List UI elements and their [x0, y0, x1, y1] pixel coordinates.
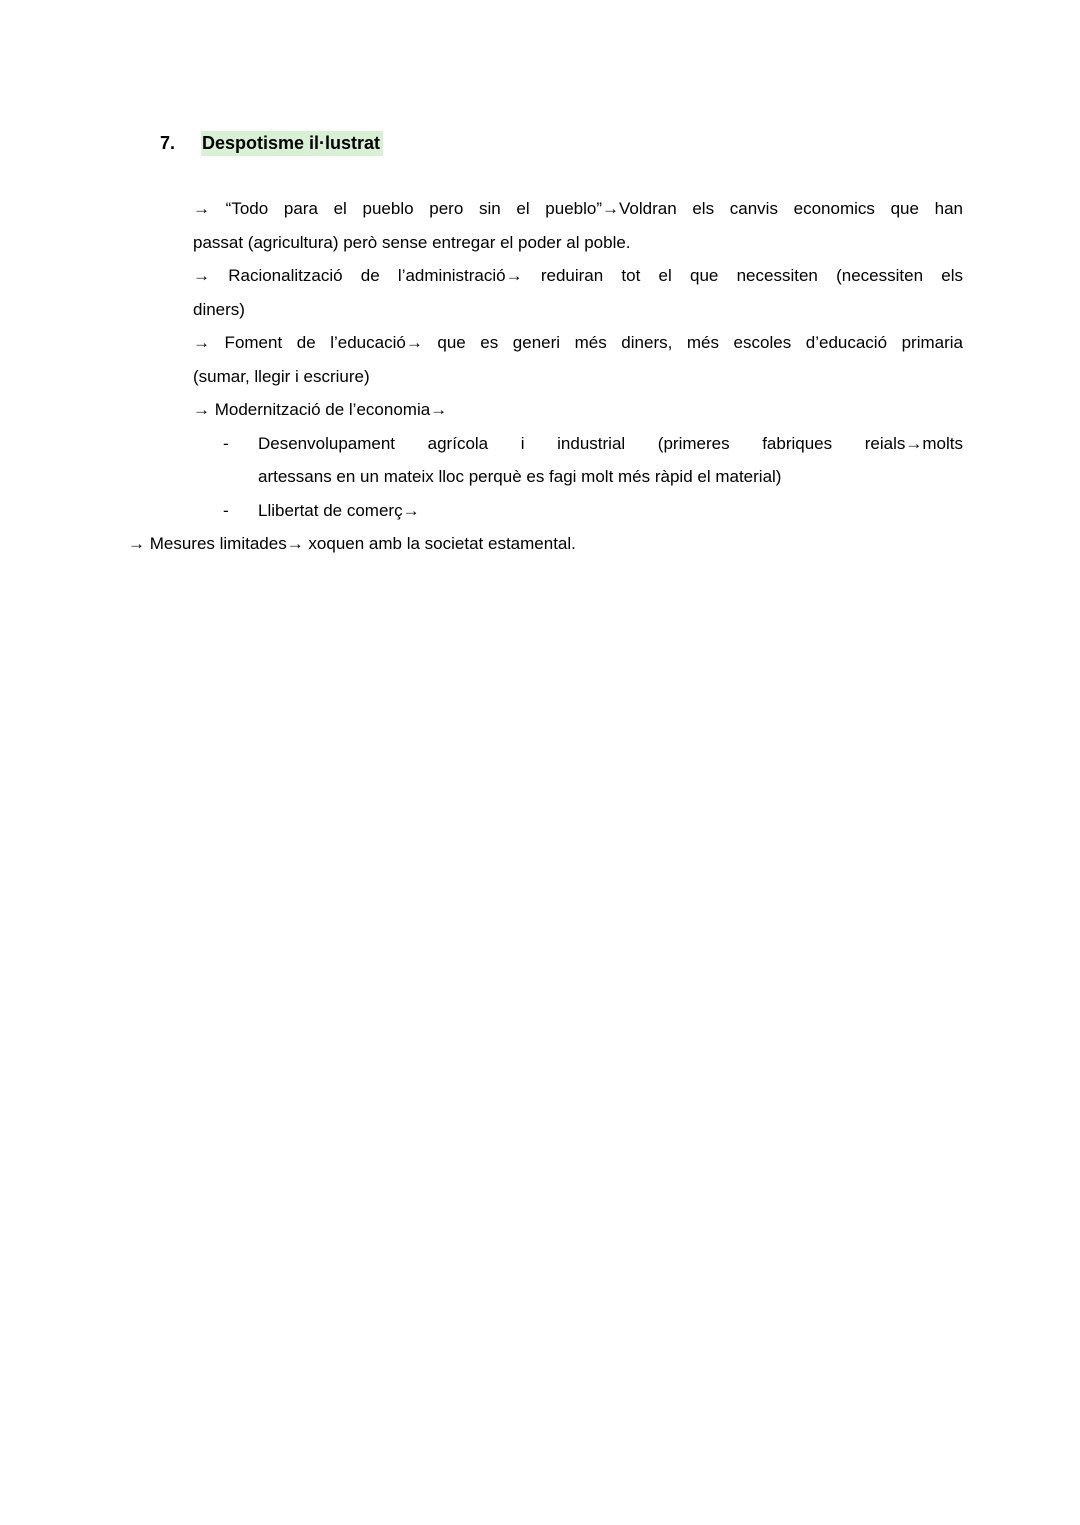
text-line: → Mesures limitades→ xoquen amb la societat estamental. [128, 534, 576, 553]
conclusion-paragraph [128, 527, 963, 561]
bullet-paragraph [193, 192, 963, 259]
text-line: artessans en un mateix lloc perquè es fagi molt més ràpid el material) [258, 467, 782, 486]
text-line: diners) [193, 299, 245, 319]
text-line: → “Todo para el pueblo pero sin el pueblo”→Voldran els canvis economics que han [193, 199, 963, 218]
dash-marker: - [223, 433, 229, 453]
dash-marker: - [223, 500, 229, 520]
section-heading [160, 130, 963, 156]
text-line: → Racionalització de l’administració→ reduiran tot el que necessiten (necessiten els [193, 266, 963, 285]
bullet-paragraph [193, 326, 963, 393]
section-number: 7. [160, 133, 176, 153]
dash-list-item [223, 494, 963, 528]
bullet-paragraph [193, 393, 963, 427]
text-line: → Foment de l’educació→ que es generi més diners, més escoles d’educació primaria [193, 333, 963, 352]
section-title-highlighted: Despotisme il·lustrat [201, 131, 383, 156]
notes-body [0, 192, 1080, 561]
text-line: (sumar, llegir i escriure) [193, 366, 370, 386]
dash-list-item [223, 427, 963, 494]
text-line: → Modernització de l’economia→ [193, 400, 448, 419]
text-line: Desenvolupament agrícola i industrial (primeres fabriques reials→molts [258, 433, 963, 453]
text-line: Llibertat de comerç→ [258, 500, 420, 520]
bullet-paragraph [193, 259, 963, 326]
text-line: passat (agricultura) però sense entregar el poder al poble. [193, 232, 631, 252]
